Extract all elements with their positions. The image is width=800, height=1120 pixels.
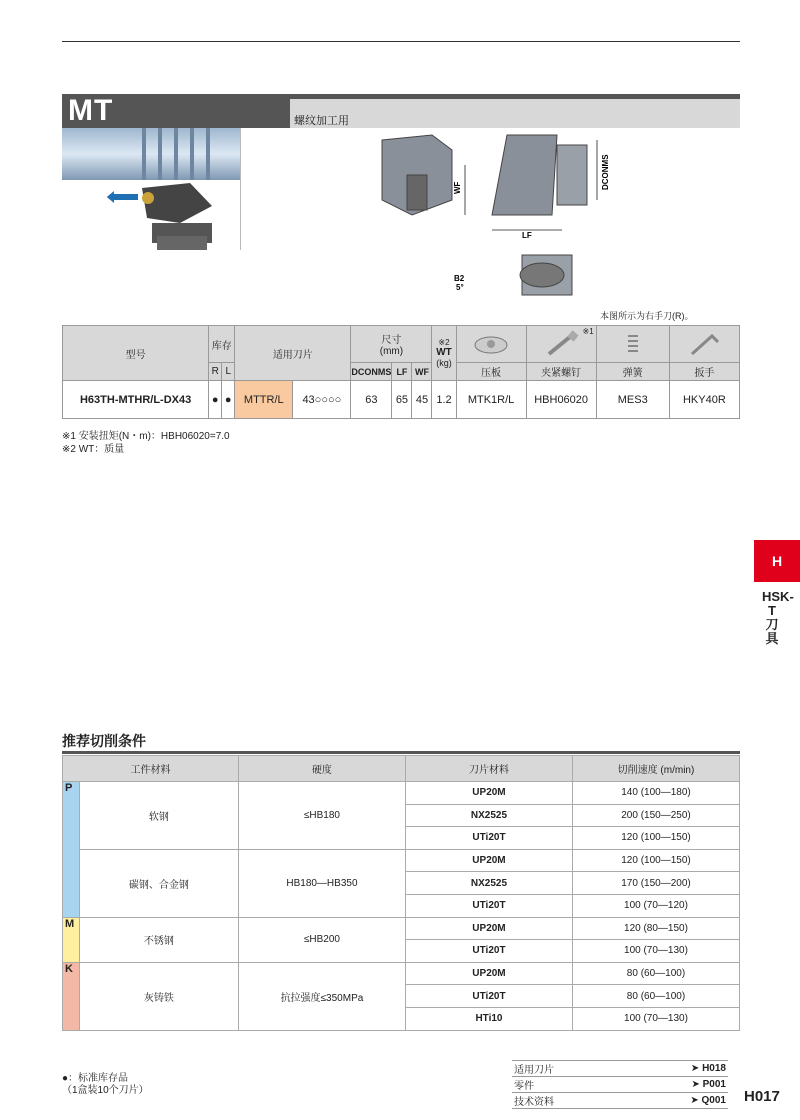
stock-l: ●: [222, 381, 235, 419]
table-row: [63, 849, 740, 872]
series-subtitle: 螺纹加工用: [294, 115, 349, 127]
cc-col-hardness: 硬度: [238, 756, 405, 782]
col-wt: [432, 326, 456, 381]
clamp-icon: [471, 331, 511, 357]
cutting-title: 推荐切削条件: [62, 733, 146, 749]
section-tab-text: HSK-T刀具: [762, 589, 794, 646]
note-2: ※2 WT：质量: [62, 444, 125, 455]
insert-size: 43○○○○: [293, 381, 351, 419]
col-dconms: DCONMS: [351, 363, 392, 381]
hardness-cell: ≤HB180: [238, 782, 405, 850]
grade-cell: UTi20T: [405, 894, 572, 917]
screw-image: [526, 326, 596, 363]
hardness-cell: 抗拉强度≤350MPa: [238, 962, 405, 1030]
b2-label: B2: [454, 274, 465, 283]
dconms-value: 63: [351, 381, 392, 419]
grade-cell: NX2525: [405, 804, 572, 827]
ref-row[interactable]: [512, 1061, 728, 1077]
dims-unit: (mm): [379, 346, 404, 357]
class-m: M: [63, 917, 80, 962]
grade-cell: UTi20T: [405, 940, 572, 963]
grade-cell: UP20M: [405, 849, 572, 872]
col-insert: 适用刀片: [235, 326, 351, 381]
speed-cell: 80 (60—100): [572, 985, 739, 1008]
grade-cell: UP20M: [405, 917, 572, 940]
dconms-label: DCONMS: [601, 154, 610, 190]
speed-cell: 170 (150—200): [572, 872, 739, 895]
ref-label: 适用刀片: [512, 1061, 626, 1077]
col-l: L: [222, 363, 235, 381]
wt-note: ※2: [438, 338, 450, 347]
ref-label: 技术资料: [512, 1093, 626, 1109]
cutting-rule: [62, 751, 740, 754]
class-p: P: [63, 782, 80, 918]
wt-value: 1.2: [432, 381, 456, 419]
wrench-value: HKY40R: [669, 381, 739, 419]
dims-label: 尺寸: [381, 335, 402, 346]
cutting-table: [62, 755, 740, 1031]
clamp-value: MTK1R/L: [456, 381, 526, 419]
speed-cell: 120 (100—150): [572, 827, 739, 850]
col-clamp: 压板: [456, 363, 526, 381]
photo-border: [240, 128, 241, 250]
legend-line-2: （1盒装10个刀片）: [62, 1085, 149, 1096]
wrench-image: [669, 326, 739, 363]
top-rule: [62, 41, 740, 42]
ref-page-link[interactable]: ➤ P001: [626, 1077, 728, 1093]
wf-label: WF: [453, 181, 462, 194]
col-lf: LF: [392, 363, 412, 381]
grade-cell: HTi10: [405, 1007, 572, 1030]
reference-links: [512, 1060, 728, 1109]
col-screw: 夹紧螺钉: [526, 363, 596, 381]
speed-cell: 100 (70—130): [572, 1007, 739, 1030]
cc-col-speed: 切削速度 (m/min): [572, 756, 739, 782]
stock-r: ●: [209, 381, 222, 419]
material-cell: 软钢: [79, 782, 238, 850]
grade-cell: UTi20T: [405, 827, 572, 850]
table-row: [63, 782, 740, 805]
cc-col-material: 工件材料: [63, 756, 239, 782]
header-band-top: [290, 94, 740, 99]
page-number: H017: [744, 1088, 780, 1105]
col-dims: [351, 326, 432, 363]
ref-label: 零件: [512, 1077, 626, 1093]
speed-cell: 200 (150—250): [572, 804, 739, 827]
col-spring: 弹簧: [596, 363, 669, 381]
table-row: [63, 381, 740, 419]
col-wf: WF: [412, 363, 432, 381]
wrench-icon: [684, 330, 724, 358]
header-band: [290, 94, 740, 128]
hardness-cell: HB180—HB350: [238, 849, 405, 917]
material-cell: 不锈钢: [79, 917, 238, 962]
grade-cell: UTi20T: [405, 985, 572, 1008]
diagram-caption: 本图所示为右手刀(R)。: [600, 311, 694, 321]
col-wrench: 扳手: [669, 363, 739, 381]
table-row: [63, 917, 740, 940]
grade-cell: NX2525: [405, 872, 572, 895]
spring-image: [596, 326, 669, 363]
series-code: MT: [62, 94, 290, 128]
clamp-image: [456, 326, 526, 363]
spring-value: MES3: [596, 381, 669, 419]
col-model: 型号: [63, 326, 209, 381]
col-stock: 库存: [209, 326, 235, 363]
technical-drawing: [372, 130, 612, 300]
model-cell: H63TH-MTHR/L-DX43: [63, 381, 209, 419]
lf-label: LF: [522, 231, 532, 240]
speed-cell: 120 (100—150): [572, 849, 739, 872]
note-1: ※1 安装扭矩(N・m)：HBH06020=7.0: [62, 431, 230, 442]
speed-cell: 100 (70—120): [572, 894, 739, 917]
grade-cell: UP20M: [405, 962, 572, 985]
wf-value: 45: [412, 381, 432, 419]
ref-page-link[interactable]: ➤ Q001: [626, 1093, 728, 1109]
class-k: K: [63, 962, 80, 1030]
col-r: R: [209, 363, 222, 381]
stock-legend: [62, 1073, 149, 1097]
speed-cell: 120 (80—150): [572, 917, 739, 940]
screw-icon: [541, 330, 581, 358]
material-cell: 碳钢、合金钢: [79, 849, 238, 917]
speed-cell: 100 (70—130): [572, 940, 739, 963]
hardness-cell: ≤HB200: [238, 917, 405, 962]
insert-code: MTTR/L: [235, 381, 293, 419]
grade-cell: UP20M: [405, 782, 572, 805]
table-row: [63, 962, 740, 985]
screw-note: ※1: [582, 327, 594, 336]
lf-value: 65: [392, 381, 412, 419]
ref-row[interactable]: [512, 1093, 728, 1109]
spring-icon: [618, 330, 648, 358]
ref-page-link[interactable]: ➤ H018: [626, 1061, 728, 1077]
ref-row[interactable]: [512, 1077, 728, 1093]
section-tab-letter: H: [754, 540, 800, 582]
tool-photo-illustration: [62, 128, 240, 250]
material-cell: 灰铸铁: [79, 962, 238, 1030]
speed-cell: 80 (60—100): [572, 962, 739, 985]
screw-value: HBH06020: [526, 381, 596, 419]
angle-label: 5°: [456, 283, 464, 292]
speed-cell: 140 (100—180): [572, 782, 739, 805]
spec-table: [62, 325, 740, 419]
wt-unit: (kg): [436, 358, 452, 368]
legend-line-1: ●：标准库存品: [62, 1073, 129, 1084]
wt-label: WT: [436, 347, 452, 358]
cc-col-grade: 刀片材料: [405, 756, 572, 782]
